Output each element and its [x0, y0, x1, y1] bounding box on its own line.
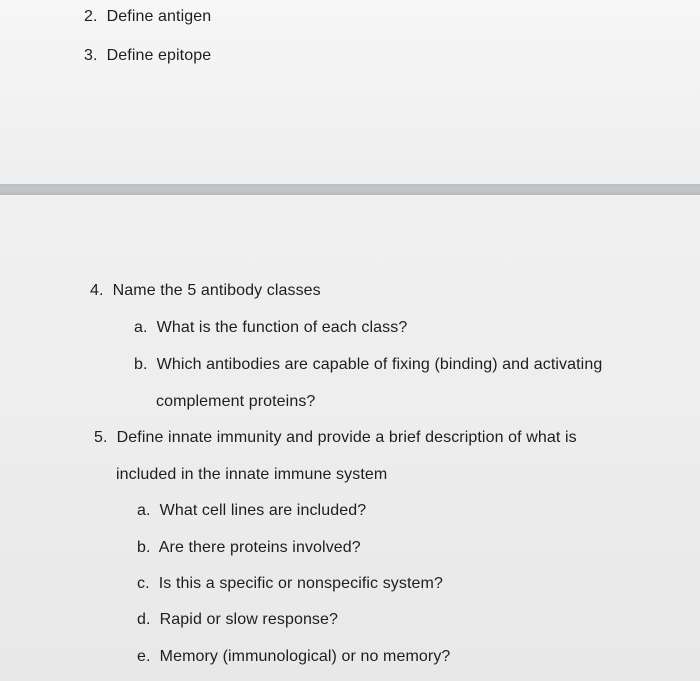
question-text-continuation: included in the innate immune system: [116, 466, 388, 483]
question-number: 3.: [84, 47, 103, 64]
question-text: Define innate immunity and provide a brief description of what is: [116, 429, 577, 446]
sub-text: What is the function of each class?: [156, 319, 408, 336]
question-5c: [137, 574, 443, 594]
page-break: [0, 184, 700, 195]
question-number: 5.: [94, 429, 113, 446]
sub-text: Which antibodies are capable of fixing (binding) and activating: [156, 356, 603, 373]
sub-text: Rapid or slow response?: [159, 611, 339, 628]
question-5: [94, 428, 577, 448]
sub-letter: b.: [137, 539, 156, 556]
sub-text: Are there proteins involved?: [158, 539, 361, 556]
document-page-top: [0, 0, 700, 184]
question-text: Name the 5 antibody classes: [112, 282, 321, 299]
question-4b: [134, 355, 602, 375]
question-number: 2.: [84, 8, 103, 25]
question-5-continuation: [116, 465, 387, 485]
sub-letter: b.: [134, 356, 153, 373]
question-5b: [137, 538, 361, 558]
sub-text: Memory (immunological) or no memory?: [159, 648, 451, 665]
sub-text: What cell lines are included?: [159, 502, 367, 519]
question-4a: [134, 318, 407, 338]
question-4: [90, 281, 321, 301]
sub-letter: a.: [137, 502, 156, 519]
question-text: Define epitope: [106, 47, 212, 64]
question-2: [84, 7, 211, 27]
sub-letter: c.: [137, 575, 155, 592]
question-5e: [137, 647, 450, 667]
question-number: 4.: [90, 282, 109, 299]
question-5d: [137, 610, 338, 630]
question-4b-continuation: [156, 392, 315, 412]
sub-text-continuation: complement proteins?: [156, 393, 316, 410]
sub-text: Is this a specific or nonspecific system?: [158, 575, 443, 592]
sub-letter: e.: [137, 648, 156, 665]
question-3: [84, 46, 211, 66]
question-5a: [137, 501, 366, 521]
sub-letter: a.: [134, 319, 153, 336]
sub-letter: d.: [137, 611, 156, 628]
question-text: Define antigen: [106, 8, 212, 25]
